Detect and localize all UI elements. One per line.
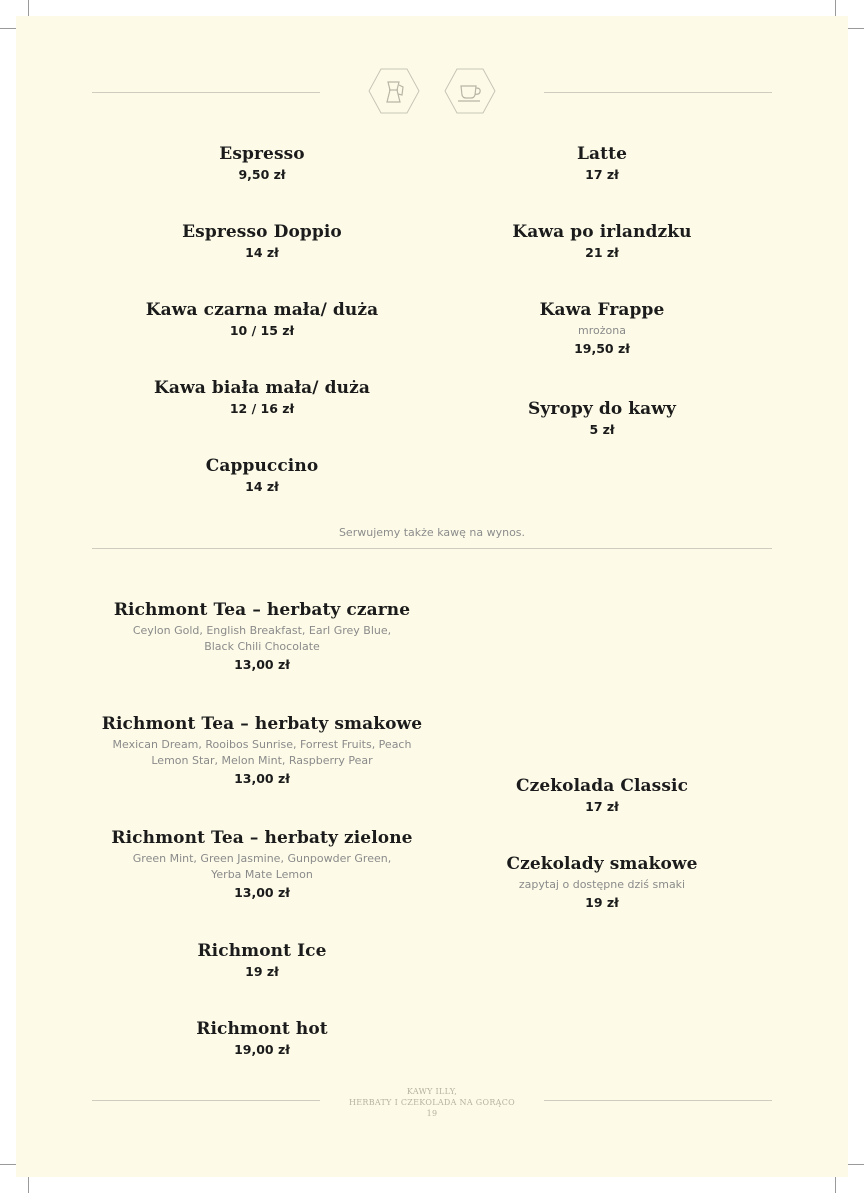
page-number: 19	[426, 1109, 438, 1118]
item-description: Lemon Star, Melon Mint, Raspberry Pear	[151, 754, 373, 767]
item-price: 19 zł	[585, 895, 619, 910]
menu-item	[432, 398, 772, 439]
menu-item	[92, 940, 432, 981]
item-price: 13,00 zł	[234, 885, 290, 900]
coffee-cup-icon	[444, 68, 496, 114]
footer-rule-right	[544, 1100, 772, 1101]
item-description: Black Chili Chocolate	[204, 640, 320, 653]
item-price: 19,00 zł	[234, 1042, 290, 1057]
item-description: Ceylon Gold, English Breakfast, Earl Grey Blue,	[132, 624, 392, 637]
item-description: mrożona	[578, 324, 626, 337]
item-price: 17 zł	[585, 799, 619, 814]
item-name: Czekolada Classic	[515, 776, 689, 796]
menu-item	[432, 221, 772, 262]
header-rule-left	[92, 92, 320, 93]
crop-mark	[846, 28, 864, 29]
menu-item	[92, 143, 432, 184]
footer-section-line2: HERBATY I CZEKOLADA NA GORĄCO	[348, 1098, 516, 1107]
item-name: Espresso Doppio	[182, 222, 342, 242]
menu-item	[92, 221, 432, 262]
item-name: Richmont Tea – herbaty czarne	[113, 600, 411, 620]
section-divider	[92, 548, 772, 549]
page-footer	[332, 1086, 532, 1119]
footer-section-line1: KAWY ILLY,	[406, 1087, 458, 1096]
item-price: 13,00 zł	[234, 771, 290, 786]
item-price: 14 zł	[245, 479, 279, 494]
menu-item	[72, 713, 452, 788]
menu-page	[16, 16, 848, 1177]
moka-pot-icon	[368, 68, 420, 114]
crop-mark	[835, 1175, 836, 1193]
item-price: 19 zł	[245, 964, 279, 979]
footer-rule-left	[92, 1100, 320, 1101]
menu-item	[92, 1018, 432, 1059]
item-description: Green Mint, Green Jasmine, Gunpowder Green,	[132, 852, 392, 865]
item-name: Kawa po irlandzku	[512, 222, 692, 242]
item-price: 21 zł	[585, 245, 619, 260]
item-name: Kawa biała mała/ duża	[154, 378, 370, 398]
item-price: 9,50 zł	[238, 167, 286, 182]
item-name: Latte	[577, 144, 627, 164]
crop-mark	[28, 1175, 29, 1193]
item-name: Syropy do kawy	[528, 399, 676, 419]
item-name: Richmont hot	[196, 1019, 328, 1039]
item-name: Richmont Ice	[197, 941, 327, 961]
menu-item	[72, 827, 452, 902]
item-price: 5 zł	[589, 422, 615, 437]
takeaway-note: Serwujemy także kawę na wynos.	[338, 526, 526, 539]
item-name: Czekolady smakowe	[506, 854, 698, 874]
item-price: 19,50 zł	[574, 341, 630, 356]
menu-item	[432, 853, 772, 912]
item-description: zapytaj o dostępne dziś smaki	[518, 878, 686, 891]
item-price: 14 zł	[245, 245, 279, 260]
menu-item	[432, 143, 772, 184]
menu-item	[92, 299, 432, 340]
item-price: 17 zł	[585, 167, 619, 182]
item-name: Espresso	[219, 144, 305, 164]
menu-item	[432, 299, 772, 358]
item-description: Yerba Mate Lemon	[211, 868, 313, 881]
menu-item	[92, 455, 432, 496]
item-name: Kawa czarna mała/ duża	[145, 300, 379, 320]
item-price: 13,00 zł	[234, 657, 290, 672]
item-name: Kawa Frappe	[539, 300, 665, 320]
item-name: Richmont Tea – herbaty smakowe	[101, 714, 423, 734]
item-name: Cappuccino	[205, 456, 319, 476]
header-rule-right	[544, 92, 772, 93]
menu-item	[72, 599, 452, 674]
item-price: 10 / 15 zł	[229, 323, 295, 338]
item-name: Richmont Tea – herbaty zielone	[111, 828, 413, 848]
crop-mark	[846, 1164, 864, 1165]
menu-item	[432, 775, 772, 816]
item-description: Mexican Dream, Rooibos Sunrise, Forrest Fruits, Peach	[112, 738, 412, 751]
item-price: 12 / 16 zł	[229, 401, 295, 416]
menu-item	[92, 377, 432, 418]
